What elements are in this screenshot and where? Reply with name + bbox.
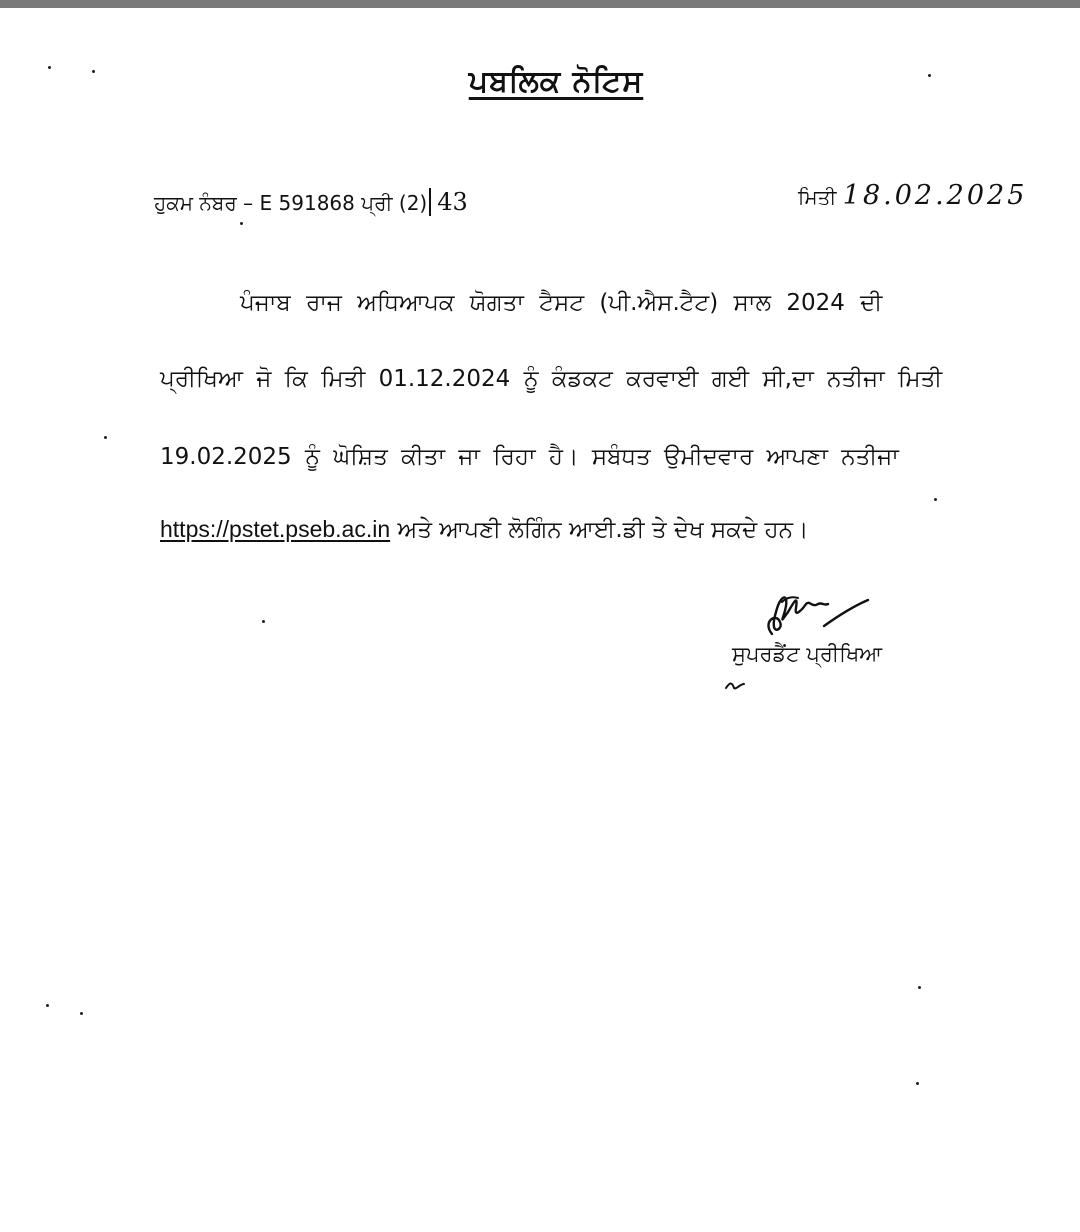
signature-scribble [758, 582, 878, 644]
scan-speck [92, 70, 95, 73]
scan-speck [934, 498, 937, 501]
order-number-label: ਹੁਕਮ ਨੰਬਰ – E 591868 ਪ੍ਰੀ (2) [154, 191, 428, 215]
notice-date [798, 180, 1027, 211]
signatory-designation: ਸੁਪਰਡੈਂਟ ਪ੍ਰੀਖਿਆ [732, 642, 883, 666]
body-line-2: ਪ੍ਰੀਖਿਆ ਜੋ ਕਿ ਮਿਤੀ 01.12.2024 ਨੂੰ ਕੰਡਕਟ ਕਰਵਾਈ ਗਈ ਸੀ,ਦਾ ਨਤੀਜਾ ਮਿਤੀ [160, 366, 943, 392]
scan-speck [104, 436, 107, 439]
scan-speck [916, 1082, 919, 1085]
date-label: ਮਿਤੀ [798, 185, 837, 209]
notice-page [0, 8, 1080, 1232]
scan-speck [46, 1004, 49, 1007]
scan-speck [928, 74, 931, 77]
order-number-handwritten: 43 [429, 188, 468, 216]
body-line-4-text: ਅਤੇ ਆਪਣੀ ਲੋਗਿੰਨ ਆਈ.ਡੀ ਤੇ ਦੇਖ ਸਕਦੇ ਹਨ। [397, 517, 809, 543]
body-line-4 [160, 516, 809, 543]
scan-speck [80, 1012, 83, 1015]
scan-speck [240, 222, 243, 225]
initial-mark [724, 678, 746, 692]
scan-speck [48, 66, 51, 69]
notice-title: ਪਬਲਿਕ ਨੋਟਿਸ [468, 64, 644, 99]
order-number [154, 188, 468, 216]
scan-speck [262, 620, 265, 623]
top-edge-bar [0, 0, 1080, 8]
result-website-link[interactable]: https://pstet.pseb.ac.in [160, 516, 391, 542]
body-line-1: ਪੰਜਾਬ ਰਾਜ ਅਧਿਆਪਕ ਯੋਗਤਾ ਟੈਸਟ (ਪੀ.ਐਸ.ਟੈਟ) ਸਾਲ 2024 ਦੀ [240, 290, 883, 316]
date-handwritten: 18.02.2025 [842, 180, 1028, 211]
scan-speck [918, 986, 921, 989]
body-line-3: 19.02.2025 ਨੂੰ ਘੋਸ਼ਿਤ ਕੀਤਾ ਜਾ ਰਿਹਾ ਹੈ। ਸਬੰਧਤ ਉਮੀਦਵਾਰ ਆਪਣਾ ਨਤੀਜਾ [160, 444, 899, 470]
